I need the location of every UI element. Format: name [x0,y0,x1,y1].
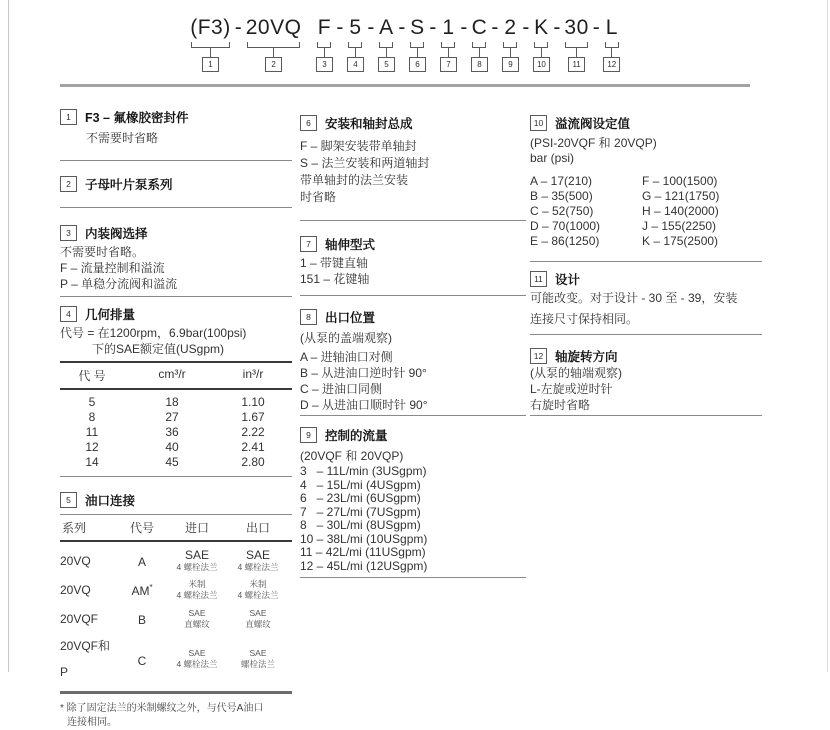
header-divider [60,84,750,87]
table-cell: 1.67 [241,410,265,424]
segment-number-box: 12 [603,57,620,72]
displacement-table-header [60,361,292,390]
section-divider [530,261,762,262]
section-11-header [530,270,762,288]
section-divider [300,415,526,416]
section-title: 设计 [555,273,581,287]
series-cell: 20VQ [60,553,91,568]
section-11-line: 连接尺寸保持相同。 [530,312,639,326]
section-11-line: 可能改变。对于设计 - 30 至 - 39，安装 [530,291,738,305]
outlet-cell: 米制 4 螺栓法兰 [237,578,279,600]
pressure-option: D – 70(1000) [530,219,601,233]
section-8-line: C – 进油口同侧 [300,382,383,396]
section-1-header [60,108,292,126]
flow-option: 8 – 30L/mi (8USgpm) [300,518,421,532]
code-separator: - [553,16,561,39]
inlet-cell: 米制 4 螺栓法兰 [176,578,218,600]
section-divider [300,295,526,296]
code-separator: - [429,16,437,39]
section-number-box: 5 [60,492,77,508]
right-column [530,104,762,416]
section-6-line: S – 法兰安装和两道轴封 [300,156,430,170]
flow-option: 4 – 15L/mi (4USgpm) [300,477,421,492]
section-divider [530,415,762,416]
section-12-line: L-左旋或逆时针 [530,382,613,396]
flow-option: 12 – 45L/mi (12USgpm) [300,558,428,573]
section-8-subtitle: (从泵的盖端观察) [300,331,392,345]
section-divider [300,220,526,221]
code-separator: - [367,16,375,39]
displacement-note: 代号 = 在1200rpm，6.9bar(100psi) [60,326,247,340]
code-separator: - [336,16,344,39]
segment-text: C [471,16,488,39]
table-cell: 1.10 [241,395,265,409]
section-number-box: 7 [300,236,317,252]
table-cell: 14 [85,455,99,469]
segment-text: (F3) [190,16,231,39]
segment-number-box: 1 [202,57,219,72]
segment-number-box: 2 [265,57,282,72]
table-cell: 11 [85,425,99,439]
model-code-row [60,16,750,72]
series-cell: 20VQF [60,611,99,626]
section-number-box: 10 [530,115,547,131]
flow-option: 10 – 38L/mi (10USgpm) [300,531,428,546]
port-table-footnote: 连接相同。 [67,717,117,728]
footnote-star: * [149,583,153,592]
segment-stem [355,48,356,57]
table-cell: 8 [88,410,96,424]
section-divider [60,207,292,208]
table-cell: 36 [165,425,179,439]
section-3-line: F – 流量控制和溢流 [60,261,165,275]
section-9-header [300,426,526,444]
code-segment [377,16,395,72]
code-separator: - [398,16,406,39]
pressure-option: K – 175(2500) [642,234,719,248]
segment-number-box: 11 [568,57,585,72]
pressure-option: B – 35(500) [530,189,593,203]
table-cell: 2.80 [241,455,265,469]
section-title: 出口位置 [325,311,376,325]
segment-text: K [534,16,549,39]
section-number-box: 6 [300,115,317,131]
table-cell: 27 [165,410,179,424]
section-9-subtitle: (20VQF 和 20VQP) [300,449,404,463]
segment-stem [541,48,542,57]
section-7-line: 1 – 带键直轴 [300,256,369,270]
code-segment [439,16,457,72]
code-separator: - [522,16,530,39]
flow-option: 7 – 27L/mi (7USgpm) [300,504,421,519]
section-10-header [530,114,762,132]
page-right-border [827,0,828,672]
section-title: 溢流阀设定值 [555,117,631,131]
section-4-header [60,305,292,323]
code-segment [245,16,303,72]
section-divider [530,334,762,335]
port-table-body [60,542,292,694]
segment-text: 20VQ [245,16,302,39]
code-separator: - [234,16,242,39]
column-header: 出口 [245,521,270,535]
column-header: 进口 [184,521,209,535]
segment-stem [324,48,325,57]
section-title: 轴伸型式 [325,238,376,252]
section-3-line: P – 单稳分流阀和溢流 [60,277,178,291]
code-cell: C [137,653,147,668]
segment-stem [417,48,418,57]
section-title: 控制的流量 [325,429,388,443]
code-cell: B [137,613,146,627]
table-cell: 40 [165,440,179,454]
column-header: in³/r [242,367,264,381]
segment-stem [210,48,211,57]
section-7-line: 151 – 花键轴 [300,272,370,286]
section-3-header [60,224,292,242]
segment-number-box: 5 [378,57,395,72]
section-title: 油口连接 [85,494,136,508]
outlet-cell: SAE 直螺纹 [245,607,271,629]
section-number-box: 3 [60,225,77,241]
section-divider [60,296,292,297]
section-6-line: 时省略 [300,190,337,204]
column-header: 代 号 [78,369,106,383]
table-cell: 5 [88,395,96,409]
pressure-option: C – 52(750) [530,204,594,218]
segment-number-box: 8 [471,57,488,72]
code-cell: AM* [131,583,153,598]
section-number-box: 1 [60,109,77,125]
code-separator: - [491,16,499,39]
section-number-box: 11 [530,271,547,287]
section-divider [60,476,292,477]
code-separator: - [592,16,600,39]
section-divider [300,577,526,578]
segment-text: 2 [504,16,517,39]
code-segment [470,16,488,72]
section-number-box: 2 [60,176,77,192]
section-6-line: F – 脚架安装带单轴封 [300,139,417,153]
section-divider [60,160,292,161]
port-table-footnote: * 除了固定法兰的米制螺纹之外，与代号A油口 [60,703,264,714]
outlet-cell: SAE 4 螺栓法兰 [237,548,279,572]
section-7-header [300,235,526,253]
displacement-note: 下的SAE额定值(USgpm) [92,342,225,356]
code-cell: A [137,555,146,569]
segment-stem [273,48,274,57]
segment-number-box: 4 [347,57,364,72]
segment-stem [611,48,612,57]
segment-number-box: 9 [502,57,519,72]
flow-option: 3 – 11L/min (3USgpm) [300,464,427,478]
code-segment [346,16,364,72]
table-cell: 2.22 [241,425,265,439]
pressure-option: H – 140(2000) [642,204,719,218]
section-6-line: 带单轴封的法兰安装 [300,173,409,187]
code-segment [563,16,589,72]
port-table-header [60,514,292,542]
code-segment [532,16,550,72]
segment-text: S [410,16,425,39]
inlet-cell: SAE 4 螺栓法兰 [176,548,218,572]
code-segment [603,16,621,72]
segment-text: 30 [564,16,589,39]
inlet-cell: SAE 直螺纹 [184,607,210,629]
series-cell: 20VQ [60,582,91,597]
column-header: 系列 [62,521,87,535]
section-12-header [530,347,762,365]
section-5-header [60,491,292,509]
middle-column [300,104,526,578]
section-8-header [300,308,526,326]
section-10-subtitle: bar (psi) [530,151,575,165]
segment-stem [448,48,449,57]
section-3-line: 不需要时省略。 [60,245,145,259]
segment-stem [479,48,480,57]
section-2-header [60,175,292,193]
segment-number-box: 3 [316,57,333,72]
segment-number-box: 6 [409,57,426,72]
page-left-border [8,0,9,672]
inlet-cell: SAE 4 螺栓法兰 [176,648,218,669]
code-segment [501,16,519,72]
code-segment [408,16,426,72]
section-8-line: D – 从进油口顺时针 90° [300,398,428,412]
section-title: 轴旋转方向 [555,350,618,364]
section-12-line: (从泵的轴端观察) [530,366,622,380]
section-number-box: 12 [530,348,547,364]
section-title: 内装阀选择 [85,227,148,241]
section-number-box: 9 [300,427,317,443]
section-1-line: 不需要时省略 [86,131,159,145]
segment-number-box: 10 [533,57,550,72]
segment-number-box: 7 [440,57,457,72]
pressure-settings-grid [530,174,762,249]
segment-stem [386,48,387,57]
code-segment [315,16,333,72]
pressure-option: G – 121(1750) [642,189,720,203]
pressure-option: F – 100(1500) [642,174,718,188]
outlet-cell: SAE 螺栓法兰 [240,648,275,669]
displacement-table-body [60,390,292,476]
pressure-option: A – 17(210) [530,174,593,188]
code-segment [189,16,232,72]
model-code-area [60,16,750,72]
section-number-box: 4 [60,306,77,322]
section-6-header [300,114,526,132]
segment-stem [576,48,577,57]
section-title: F3 – 氟橡胶密封件 [85,111,189,125]
pressure-option: J – 155(2250) [642,219,717,233]
table-cell: 45 [165,455,179,469]
segment-text: F [317,16,332,39]
column-header: 代号 [129,521,154,535]
section-title: 子母叶片泵系列 [85,178,173,192]
section-12-line: 右旋时省略 [530,398,591,412]
section-title: 几何排量 [85,308,136,322]
section-title: 安装和轴封总成 [325,117,413,131]
left-column [60,100,292,730]
segment-text: A [379,16,394,39]
segment-text: 5 [349,16,362,39]
segment-stem [510,48,511,57]
code-separator: - [460,16,468,39]
series-cell: 20VQF和P [60,639,111,679]
table-cell: 2.41 [241,440,265,454]
pressure-option: E – 86(1250) [530,234,600,248]
section-number-box: 8 [300,309,317,325]
section-8-line: B – 从进油口逆时针 90° [300,366,427,380]
column-header: cm³/r [158,367,186,381]
table-cell: 18 [165,395,179,409]
section-8-line: A – 进轴油口对侧 [300,350,393,364]
section-10-subtitle: (PSI-20VQF 和 20VQP) [530,136,657,150]
flow-option: 6 – 23L/mi (6USgpm) [300,491,421,505]
flow-option: 11 – 42L/mi (11USgpm) [300,545,426,559]
segment-text: L [605,16,618,39]
table-cell: 12 [85,440,99,454]
segment-text: 1 [442,16,455,39]
